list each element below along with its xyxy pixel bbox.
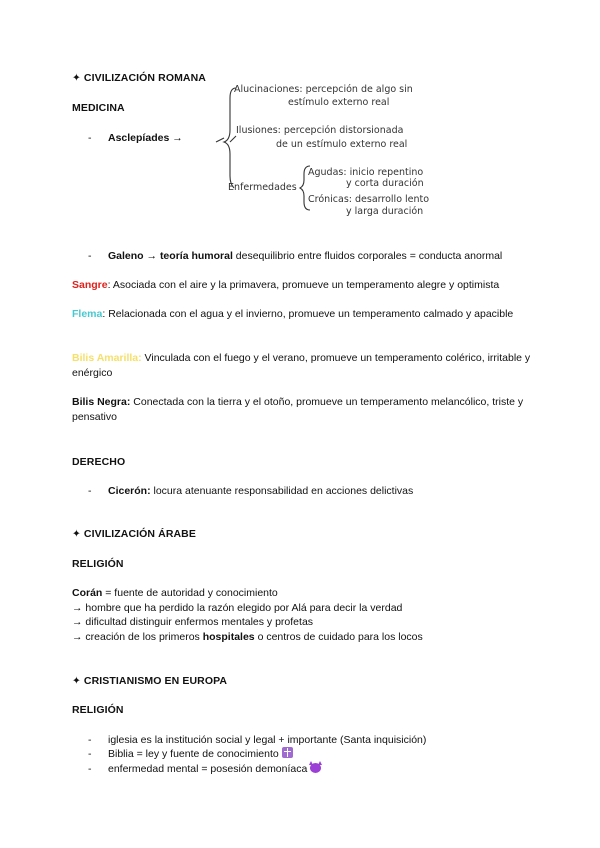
diagram-cronicas-1: Crónicas: desarrollo lento	[308, 194, 430, 205]
bullet: -	[88, 748, 92, 760]
list-item-text: enfermedad mental = posesión demoníaca	[108, 763, 308, 775]
arab-line-2: → dificultad distinguir enfermos mentales y profetas	[72, 616, 314, 628]
subheading-religion-arab: RELIGIÓN	[72, 558, 124, 570]
humor-bilis-amarilla	[72, 351, 532, 380]
section-heading-christian: ✦ CRISTIANISMO EN EUROPA	[72, 675, 228, 687]
ciceron-desc: locura atenuante responsabilidad en acciones delictivas	[150, 485, 414, 497]
subheading-medicina: MEDICINA	[72, 102, 125, 114]
galeno-concept: teoría humoral	[159, 250, 233, 262]
subheading-religion-christian: RELIGIÓN	[72, 704, 124, 716]
coran-line	[72, 586, 278, 601]
ciceron-name: Cicerón:	[108, 485, 151, 497]
galeno-desc: desequilibrio entre fluidos corporales = conducta anormal	[232, 250, 503, 262]
diagram-alucinaciones-1: Alucinaciones: percepción de algo sin	[234, 84, 413, 95]
humor-desc: Vinculada con el fuego y el verano, promueve un temperamento colérico, irritable y enérgico	[72, 352, 531, 379]
humor-desc: : Relacionada con el agua y el invierno, promueve un temperamento calmado y apacible	[102, 308, 514, 320]
section-heading-roman: ✦ CIVILIZACIÓN ROMANA	[72, 72, 206, 84]
arab-line-3	[72, 630, 423, 645]
arab-line-3-a: → creación de los primeros	[72, 631, 203, 643]
devil-icon	[310, 763, 321, 773]
coran-desc: = fuente de autoridad y conocimiento	[102, 587, 278, 599]
section-heading-arab: ✦ CIVILIZACIÓN ÁRABE	[72, 528, 196, 540]
asclepiades-label: Asclepíades →	[108, 132, 183, 144]
coran-name: Corán	[72, 587, 103, 599]
bullet: -	[88, 734, 92, 746]
diagram-ilusiones-1: Ilusiones: percepción distorsionada	[236, 125, 404, 136]
asclepiades-diagram	[210, 80, 446, 218]
humor-name: Bilis Amarilla:	[72, 352, 142, 364]
galeno-arrow: →	[143, 250, 160, 262]
galeno-name: Galeno	[108, 250, 144, 262]
subheading-derecho: DERECHO	[72, 456, 126, 468]
diagram-enfermedades: Enfermedades	[228, 182, 297, 193]
diagram-agudas-1: Agudas: inicio repentino	[308, 167, 424, 178]
list-item-text: iglesia es la institución social y legal + importante (Santa inquisición)	[108, 734, 427, 746]
arab-line-1: → hombre que ha perdido la razón elegido por Alá para decir la verdad	[72, 602, 403, 614]
humor-flema	[72, 307, 532, 322]
humor-desc: : Asociada con el aire y la primavera, promueve un temperamento alegre y optimista	[107, 279, 500, 291]
humor-name: Flema	[72, 308, 103, 320]
humor-sangre	[72, 278, 532, 293]
diagram-ilusiones-2: de un estímulo externo real	[276, 139, 408, 150]
bullet: -	[88, 132, 92, 144]
diagram-cronicas-2: y larga duración	[346, 206, 424, 217]
arab-line-3-c: o centros de cuidado para los locos	[254, 631, 423, 643]
humor-bilis-negra	[72, 395, 532, 424]
bullet: -	[88, 250, 92, 262]
bullet: -	[88, 485, 92, 497]
bullet: -	[88, 763, 92, 775]
diagram-alucinaciones-2: estímulo externo real	[288, 97, 390, 108]
diagram-agudas-2: y corta duración	[346, 178, 424, 189]
humor-desc: Conectada con la tierra y el otoño, promueve un temperamento melancólico, triste y pensativo	[72, 396, 524, 423]
arab-line-3-hospitales: hospitales	[202, 631, 255, 643]
humor-name: Bilis Negra:	[72, 396, 131, 408]
list-item-text: Biblia = ley y fuente de conocimiento	[108, 748, 279, 760]
latin-cross-icon	[282, 747, 293, 758]
humor-name: Sangre	[72, 279, 108, 291]
